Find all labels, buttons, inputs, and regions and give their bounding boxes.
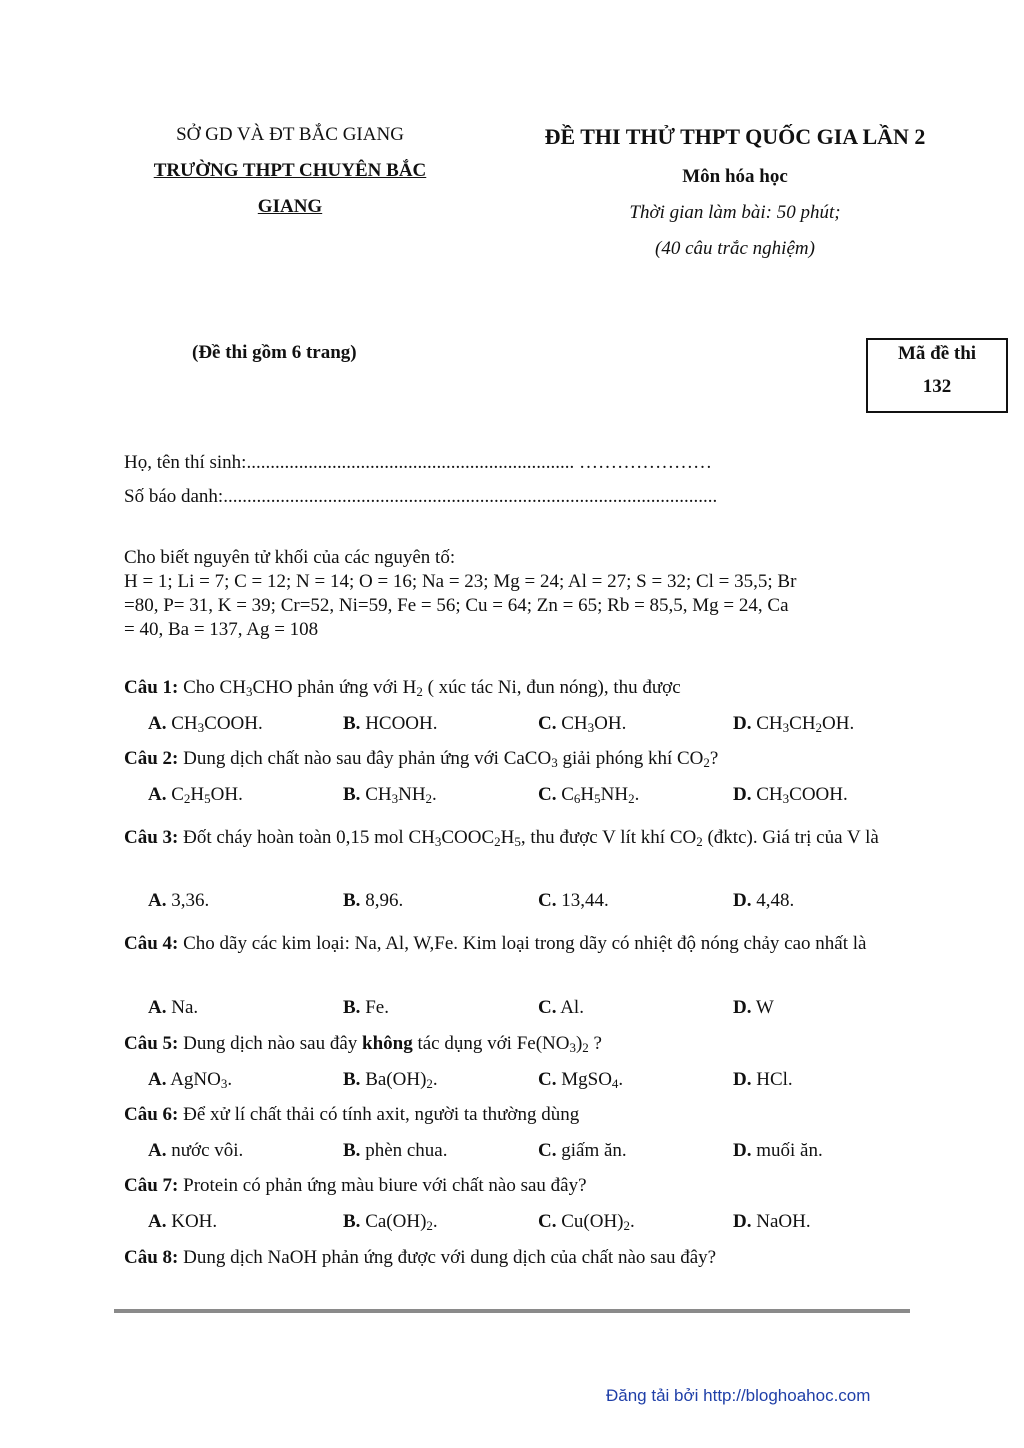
option-text: Na. <box>171 997 199 1018</box>
candidate-name-line: Họ, tên thí sinh:..................................................................... ………………… <box>124 452 712 473</box>
option-b[interactable] <box>343 713 438 735</box>
option-text: MgSO$_4$. <box>561 1069 624 1091</box>
option-text: HCl. <box>756 1069 793 1090</box>
footer-credit[interactable]: Đăng tải bởi http://bloghoahoc.com <box>606 1386 871 1405</box>
option-letter: C. <box>538 784 557 805</box>
question-text: Để xử lí chất thải có tính axit, người ta thường dùng <box>183 1104 580 1125</box>
option-text: $C_2H_5OH$. <box>171 784 243 806</box>
question-2 <box>124 748 718 770</box>
option-b[interactable] <box>343 997 389 1019</box>
option-text: $CH_3COOH$. <box>171 713 263 735</box>
option-a[interactable] <box>148 997 198 1019</box>
question-label: Câu 6: <box>124 1104 179 1125</box>
option-text: nước vôi. <box>171 1140 244 1161</box>
question-count: (40 câu trắc nghiệm) <box>655 238 815 259</box>
option-text: NaOH. <box>756 1211 811 1232</box>
question-text: Dung dịch NaOH phản ứng được với dung dịch của chất nào sau đây? <box>183 1247 717 1268</box>
option-letter: B. <box>343 1140 361 1161</box>
option-text: Al. <box>560 997 584 1018</box>
option-text: $CH_3COOH$. <box>756 784 848 806</box>
question-1 <box>124 677 681 699</box>
question-5 <box>124 1033 602 1055</box>
question-7 <box>124 1175 587 1197</box>
option-letter: C. <box>538 997 557 1018</box>
question-6 <box>124 1104 579 1126</box>
question-text: Cho dãy các kim loại: Na, Al, W,Fe. Kim loại trong dãy có nhiệt độ nóng chảy cao nhất là <box>183 933 867 954</box>
option-c[interactable] <box>538 1140 627 1162</box>
option-letter: A. <box>148 997 167 1018</box>
option-letter: C. <box>538 1069 557 1090</box>
option-text: $Ba(OH)_2$. <box>365 1069 438 1091</box>
option-letter: A. <box>148 1140 167 1161</box>
option-text: 8,96. <box>365 890 404 911</box>
option-letter: B. <box>343 890 361 911</box>
option-letter: A. <box>148 1211 167 1232</box>
department-name: SỞ GD VÀ ĐT BẮC GIANG <box>176 124 404 145</box>
atomic-masses-line1: H = 1; Li = 7; C = 12; N = 14; O = 16; Na = 23; Mg = 24; Al = 27; S = 32; Cl = 35,5; Br <box>124 571 797 592</box>
option-text: $CH_3NH_2$. <box>365 784 437 806</box>
candidate-id-line: Số báo danh:........................................................................................................ <box>124 486 718 507</box>
option-b[interactable] <box>343 1211 438 1233</box>
atomic-masses-line3: = 40, Ba = 137, Ag = 108 <box>124 619 319 640</box>
option-d[interactable] <box>733 890 794 912</box>
option-letter: D. <box>733 997 752 1018</box>
option-letter: B. <box>343 997 361 1018</box>
option-b[interactable] <box>343 890 403 912</box>
option-text: HCOOH. <box>365 713 438 734</box>
option-c[interactable] <box>538 1069 623 1091</box>
question-text: Cho $CH_3CHO$ phản ứng với $H_2$ ( xúc tác Ni, đun nóng), thu được <box>183 677 681 699</box>
option-letter: B. <box>343 1069 361 1090</box>
question-text: Đốt cháy hoàn toàn 0,15 mol $CH_3COOC_2H_5$, thu được V lít khí $CO_2$ (đktc). Giá trị của V là <box>183 827 879 849</box>
option-letter: A. <box>148 784 167 805</box>
option-text: Fe. <box>365 997 389 1018</box>
option-c[interactable] <box>538 713 626 735</box>
option-a[interactable] <box>148 890 209 912</box>
option-d[interactable] <box>733 1069 793 1091</box>
option-a[interactable] <box>148 713 263 735</box>
option-letter: A. <box>148 713 167 734</box>
option-letter: C. <box>538 1211 557 1232</box>
option-d[interactable] <box>733 713 854 735</box>
option-letter: B. <box>343 1211 361 1232</box>
question-label: Câu 3: <box>124 827 179 848</box>
option-letter: D. <box>733 1211 752 1232</box>
question-text: Dung dịch chất nào sau đây phản ứng với CaCO$_3$ giải phóng khí $CO_2$? <box>183 748 719 770</box>
option-d[interactable] <box>733 1140 823 1162</box>
option-a[interactable] <box>148 1211 217 1233</box>
option-text: giấm ăn. <box>561 1140 627 1161</box>
subject: Môn hóa học <box>682 166 788 187</box>
option-text: 3,36. <box>171 890 210 911</box>
option-letter: D. <box>733 1140 752 1161</box>
option-letter: A. <box>148 890 167 911</box>
question-label: Câu 2: <box>124 748 179 769</box>
question-label: Câu 8: <box>124 1247 179 1268</box>
option-c[interactable] <box>538 890 609 912</box>
question-8 <box>124 1247 716 1269</box>
option-d[interactable] <box>733 1211 811 1233</box>
atomic-masses <box>124 546 904 642</box>
option-letter: C. <box>538 890 557 911</box>
option-letter: D. <box>733 713 752 734</box>
question-label: Câu 7: <box>124 1175 179 1196</box>
option-a[interactable] <box>148 1069 232 1091</box>
exam-code-box <box>866 338 1008 413</box>
option-text: muối ăn. <box>756 1140 823 1161</box>
option-text: $CH_3OH$. <box>561 713 627 735</box>
question-label: Câu 4: <box>124 933 179 954</box>
option-text: $C_6H_5NH_2$. <box>561 784 640 806</box>
option-d[interactable] <box>733 997 774 1019</box>
question-3 <box>124 820 904 856</box>
question-4 <box>124 926 904 962</box>
option-text: $CH_3CH_2OH$. <box>756 713 855 735</box>
pages-note: (Đề thi gồm 6 trang) <box>192 342 357 363</box>
option-text: W <box>755 997 774 1018</box>
option-letter: A. <box>148 1069 167 1090</box>
option-b[interactable] <box>343 1069 438 1091</box>
option-text: AgNO$_3$. <box>170 1069 233 1091</box>
option-letter: D. <box>733 1069 752 1090</box>
question-label: Câu 1: <box>124 677 179 698</box>
option-c[interactable] <box>538 1211 635 1233</box>
option-letter: B. <box>343 784 361 805</box>
option-c[interactable] <box>538 784 639 806</box>
option-b[interactable] <box>343 1140 448 1162</box>
option-letter: B. <box>343 713 361 734</box>
option-text: 13,44. <box>561 890 609 911</box>
exam-title: ĐỀ THI THỬ THPT QUỐC GIA LẦN 2 <box>544 124 926 149</box>
option-a[interactable] <box>148 784 243 806</box>
option-text: phèn chua. <box>365 1140 448 1161</box>
footer-divider <box>114 1309 910 1313</box>
option-d[interactable] <box>733 784 848 806</box>
option-b[interactable] <box>343 784 437 806</box>
exam-code-value: 132 <box>922 376 952 397</box>
option-a[interactable] <box>148 1140 243 1162</box>
atomic-masses-line2: =80, P= 31, K = 39; Cr=52, Ni=59, Fe = 56; Cu = 64; Zn = 65; Rb = 85,5, Mg = 24, Ca <box>124 595 789 616</box>
question-label: Câu 5: <box>124 1033 179 1054</box>
option-text: KOH. <box>171 1211 218 1232</box>
school-name-line1: TRƯỜNG THPT CHUYÊN BẮC <box>153 160 427 181</box>
school-name-line2: GIANG <box>257 196 323 217</box>
time-limit: Thời gian làm bài: 50 phút; <box>629 202 841 223</box>
atomic-masses-intro: Cho biết nguyên tử khối của các nguyên tố: <box>124 547 456 568</box>
option-text: $Cu(OH)_2$. <box>561 1211 635 1233</box>
option-letter: D. <box>733 784 752 805</box>
option-text: 4,48. <box>756 890 795 911</box>
option-letter: C. <box>538 713 557 734</box>
option-letter: C. <box>538 1140 557 1161</box>
question-text: Dung dịch nào sau đây không tác dụng với $Fe(NO_3)_2$ ? <box>183 1033 602 1055</box>
option-letter: D. <box>733 890 752 911</box>
question-text: Protein có phản ứng màu biure với chất nào sau đây? <box>183 1175 587 1196</box>
option-c[interactable] <box>538 997 584 1019</box>
exam-code-label: Mã đề thi <box>897 343 977 364</box>
option-text: $Ca(OH)_2$. <box>365 1211 438 1233</box>
